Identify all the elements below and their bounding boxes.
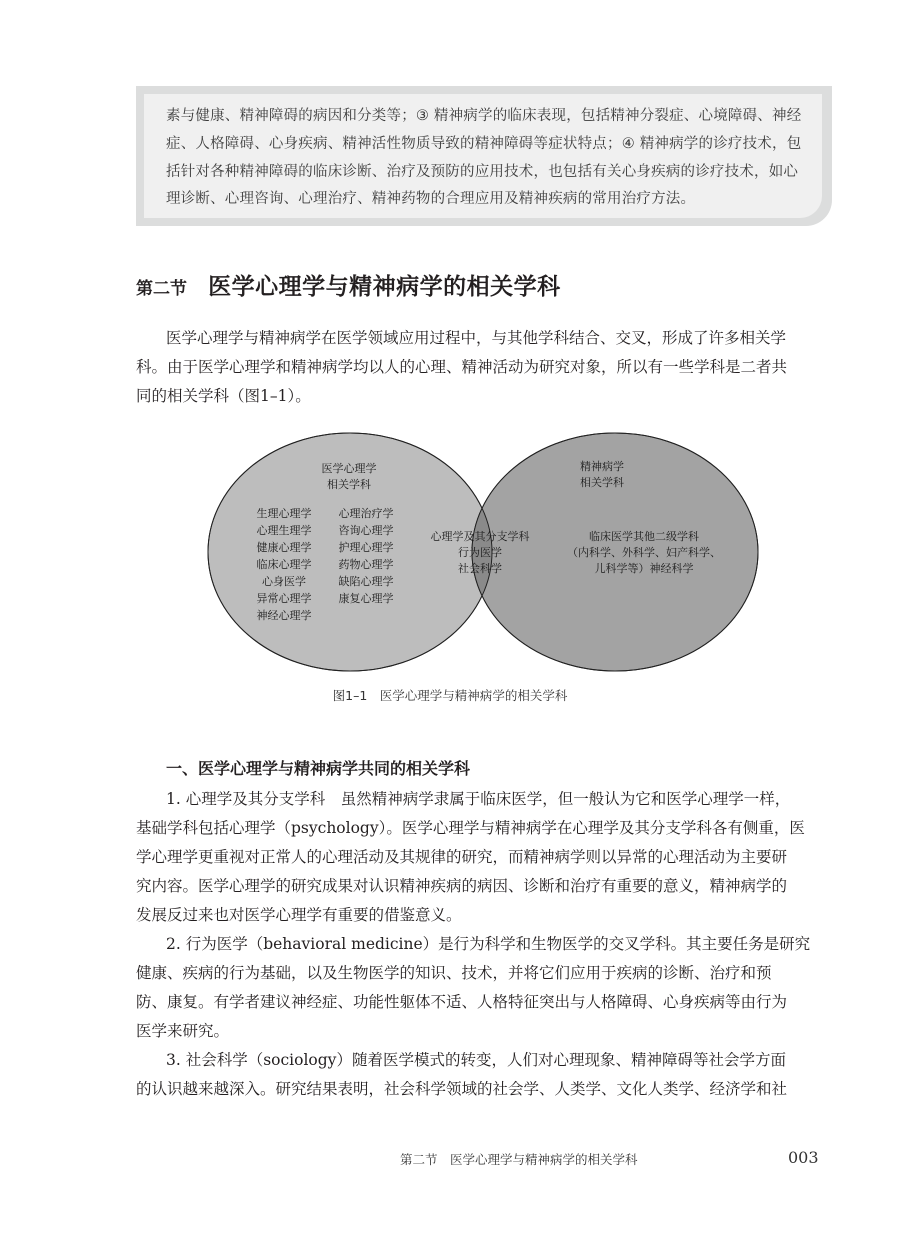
summary-line: 症、人格障碍、心身疾病、精神活性物质导致的精神障碍等症状特点；④ 精神病学的诊疗技术，包 <box>166 136 802 152</box>
left-item: 生理心理学 <box>256 507 312 520</box>
para1-line: 发展反过来也对医学心理学有重要的借鉴意义。 <box>136 906 462 924</box>
left-title: 相关学科 <box>327 478 371 491</box>
venn-diagram <box>200 430 760 675</box>
left-item: 咨询心理学 <box>338 524 394 537</box>
center-item: 社会科学 <box>458 562 502 575</box>
left-item: 护理心理学 <box>338 541 394 554</box>
figure-caption: 图1–1 医学心理学与精神病学的相关学科 <box>332 688 568 703</box>
page-number: 003 <box>788 1148 819 1167</box>
left-title: 医学心理学 <box>321 462 377 475</box>
subsection-title: 一、医学心理学与精神病学共同的相关学科 <box>166 759 471 778</box>
center-item: 行为医学 <box>458 546 502 559</box>
para1-line: 1. 心理学及其分支学科 虽然精神病学隶属于临床医学，但一般认为它和医学心理学一样， <box>166 790 791 808</box>
summary-line: 括针对各种精神障碍的临床诊断、治疗及预防的应用技术，也包括有关心身疾病的诊疗技术，如心 <box>166 164 799 180</box>
left-item: 健康心理学 <box>256 541 312 554</box>
right-item: （内科学、外科学、妇产科学、 <box>567 546 721 559</box>
right-item: 儿科学等）神经科学 <box>594 562 694 575</box>
para2-line: 医学来研究。 <box>136 1022 230 1040</box>
center-item: 心理学及其分支学科 <box>430 530 530 543</box>
para1-line: 究内容。医学心理学的研究成果对认识精神疾病的病因、诊断和治疗有重要的意义，精神病学的 <box>136 877 788 895</box>
para3-line: 3. 社会科学（sociology）随着医学模式的转变，人们对心理现象、精神障碍等社会学方面 <box>166 1051 786 1069</box>
summary-line: 理诊断、心理咨询、心理治疗、精神药物的合理应用及精神疾病的常用治疗方法。 <box>166 191 696 207</box>
left-item: 异常心理学 <box>256 592 312 605</box>
para3-line: 的认识越来越深入。研究结果表明，社会科学领域的社会学、人类学、文化人类学、经济学和社 <box>136 1080 788 1098</box>
intro-line: 医学心理学与精神病学在医学领域应用过程中，与其他学科结合、交叉，形成了许多相关学 <box>166 329 787 347</box>
section-heading <box>136 268 561 301</box>
right-item: 临床医学其他二级学科 <box>589 530 699 543</box>
section-number: 第二节 <box>136 279 187 299</box>
left-item: 缺陷心理学 <box>338 575 394 588</box>
running-footer: 第二节 医学心理学与精神病学的相关学科 <box>400 1152 638 1167</box>
right-title: 相关学科 <box>580 476 624 489</box>
para2-line: 2. 行为医学（behavioral medicine）是行为科学和生物医学的交叉学科。其主要任务是研究 <box>166 935 811 953</box>
left-item: 康复心理学 <box>338 592 394 605</box>
intro-line: 同的相关学科（图1–1）。 <box>136 387 311 405</box>
para1-line: 基础学科包括心理学（psychology）。医学心理学与精神病学在心理学及其分支学科各有侧重，医 <box>136 819 805 837</box>
left-item: 心理治疗学 <box>338 507 394 520</box>
summary-line: 素与健康、精神障碍的病因和分类等；③ 精神病学的临床表现，包括精神分裂症、心境障碍、神经 <box>166 108 802 124</box>
left-item: 心理生理学 <box>256 524 312 537</box>
para2-line: 健康、疾病的行为基础，以及生物医学的知识、技术，并将它们应用于疾病的诊断、治疗和预 <box>136 964 772 982</box>
left-item: 药物心理学 <box>338 558 394 571</box>
para1-line: 学心理学更重视对正常人的心理活动及其规律的研究，而精神病学则以异常的心理活动为主要研 <box>136 848 788 866</box>
left-item: 心身医学 <box>262 575 306 588</box>
left-item: 神经心理学 <box>256 609 312 622</box>
right-title: 精神病学 <box>580 460 624 473</box>
intro-line: 科。由于医学心理学和精神病学均以人的心理、精神活动为研究对象，所以有一些学科是二者共 <box>136 358 788 376</box>
left-item: 临床心理学 <box>256 558 312 571</box>
section-title: 医学心理学与精神病学的相关学科 <box>208 273 561 300</box>
para2-line: 防、康复。有学者建议神经症、功能性躯体不适、人格特征突出与人格障碍、心身疾病等由行为 <box>136 993 788 1011</box>
